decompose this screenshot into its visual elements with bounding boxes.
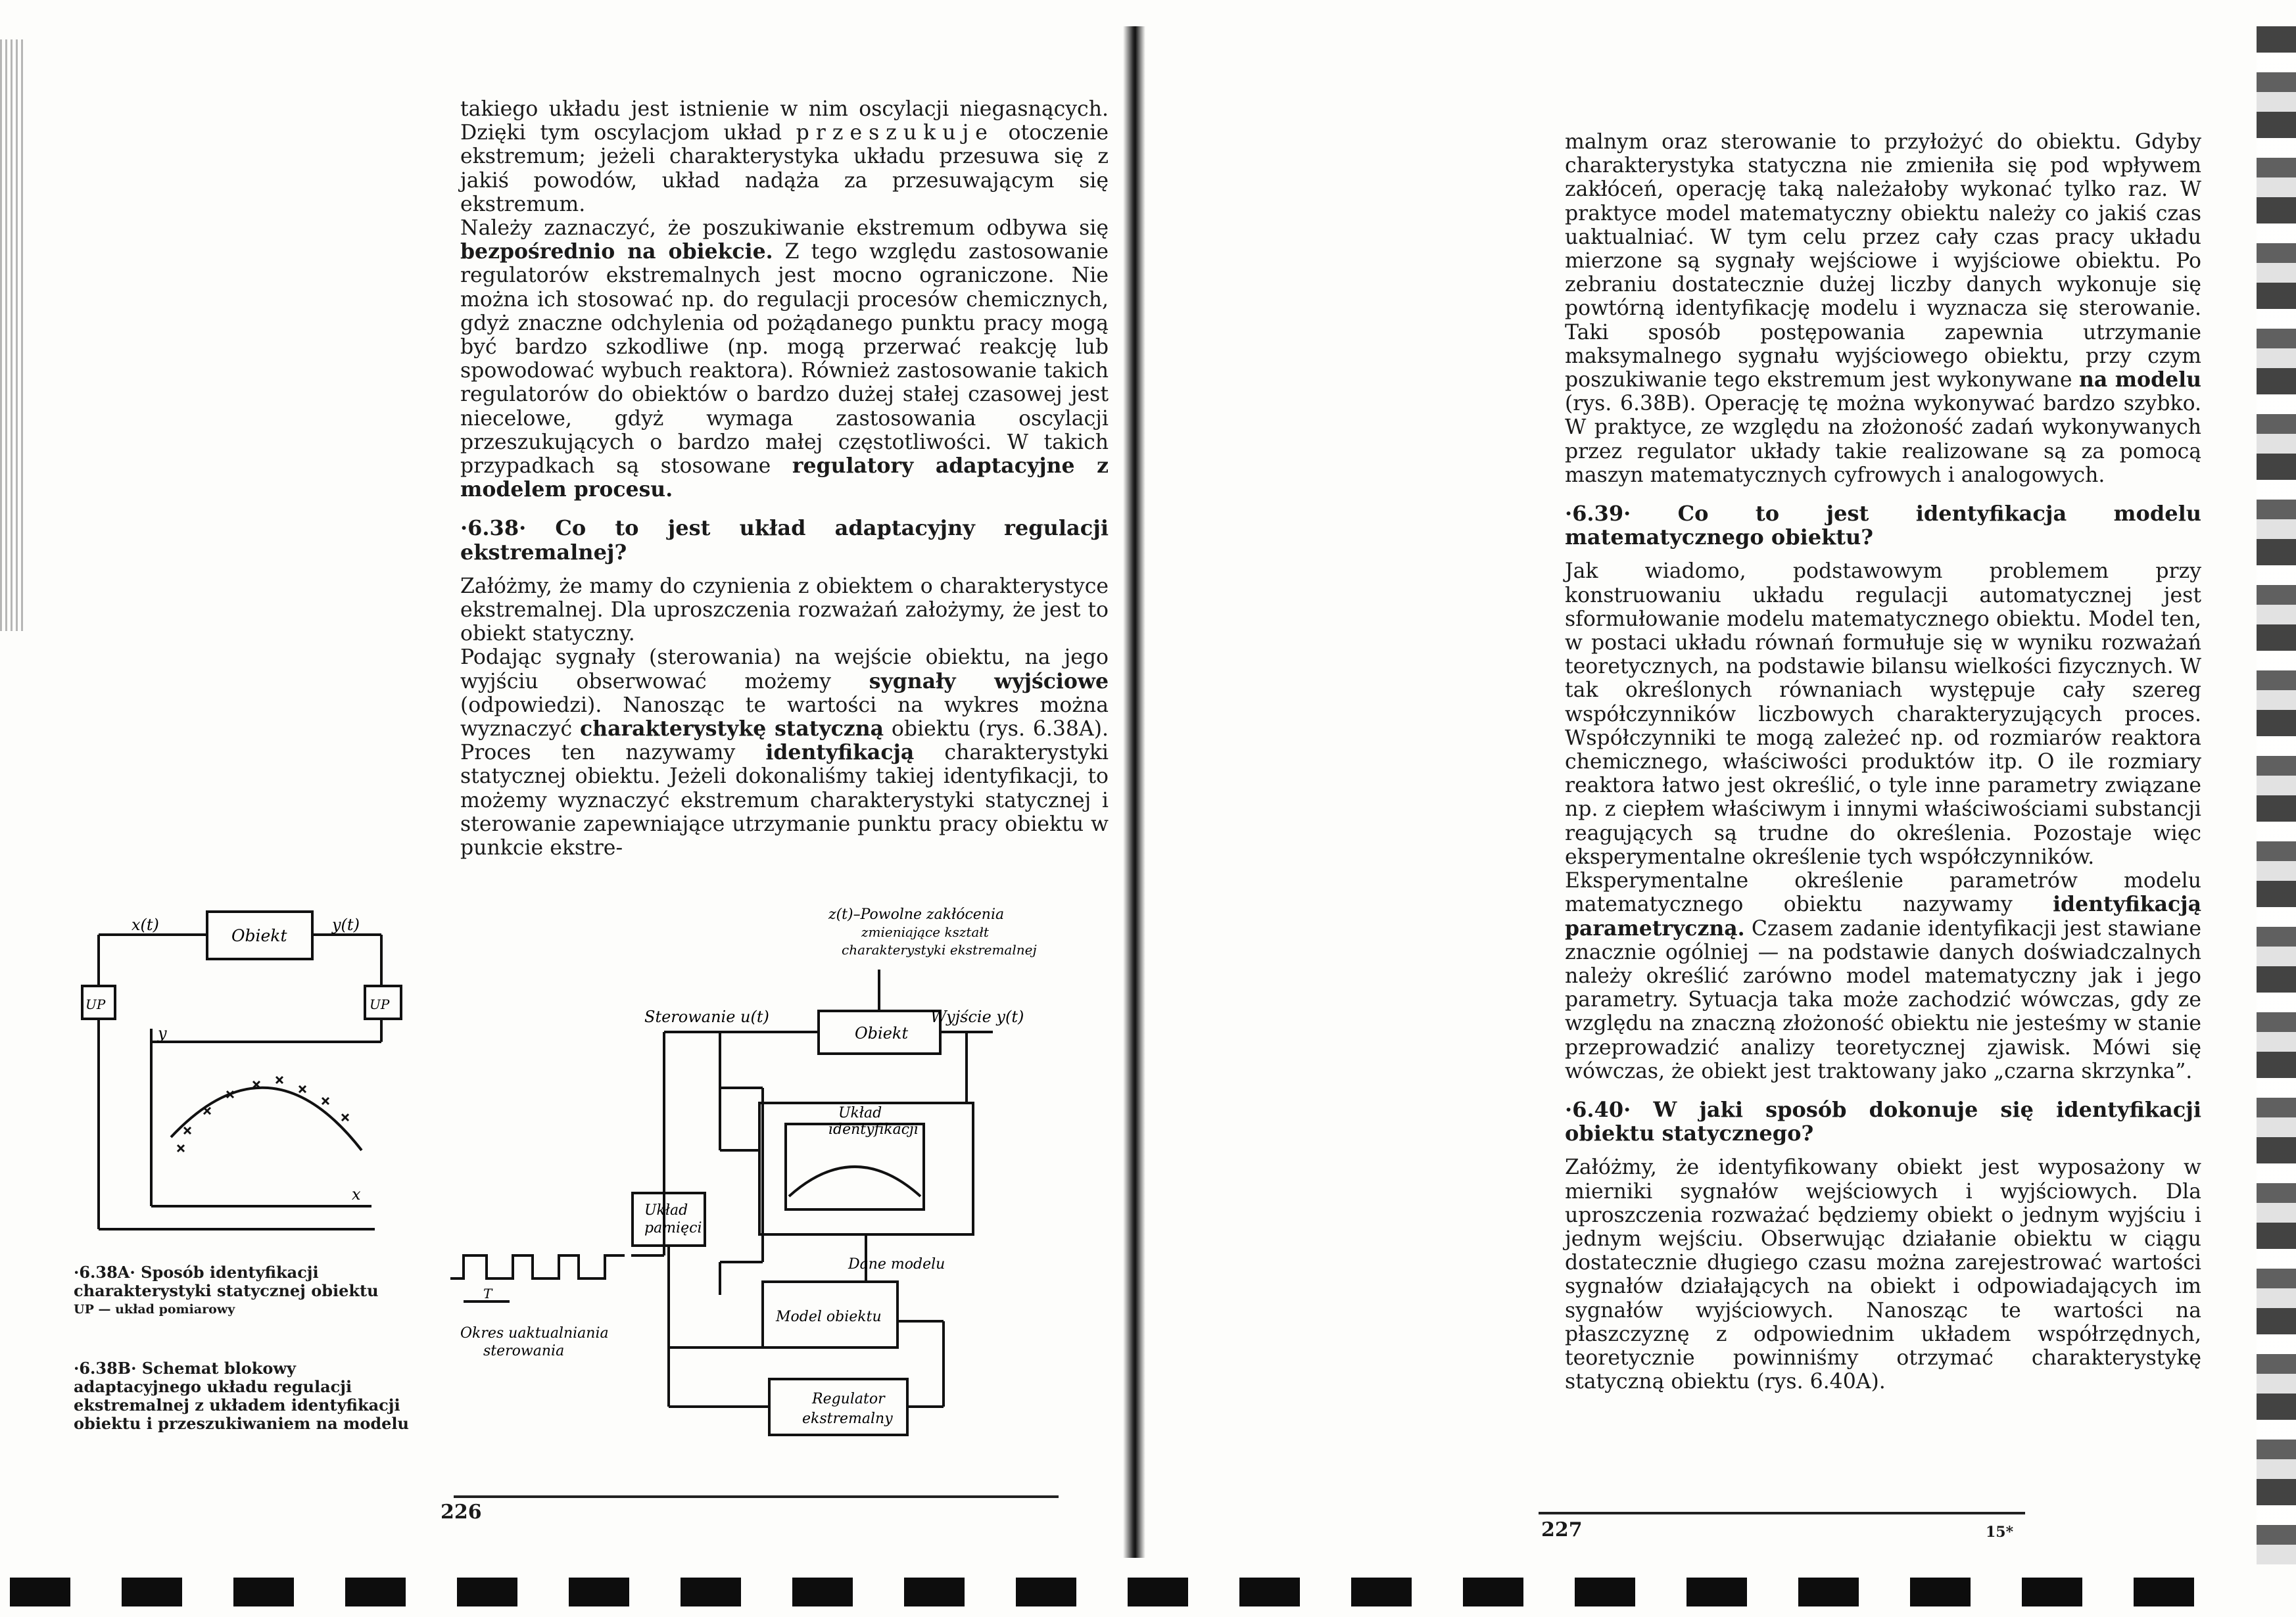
axis-x-label: x <box>352 1185 361 1204</box>
scan-mark <box>1575 1578 1635 1606</box>
up-right-label: UP <box>370 996 390 1012</box>
axis-y-label: y <box>158 1024 167 1043</box>
figure-6-38b <box>447 901 1078 1466</box>
output-signal-label: y(t) <box>332 916 360 934</box>
scan-mark <box>792 1578 853 1606</box>
model-label: Model obiektu <box>776 1309 882 1325</box>
question-heading: ·6.39· Co to jest identyfikacja modelu matematycznego obiektu? <box>1565 501 2201 550</box>
paragraph: takiego układu jest istnienie w nim oscylacji niegasnących. Dzięki tym oscylacjom układ przeszukuje otoczenie ekstremum; jeżeli charakterystyka układu przesuwa się z jakiś powodów, układ nadąża za przesuwającym się ekstremum. <box>460 97 1109 216</box>
paragraph: Załóżmy, że identyfikowany obiekt jest wyposażony w mierniki sygnałów wejściowych i wyjściowych. Dla uproszczenia rozważać będziemy obiekt o jednym wyjściu i jednym wejściu. Obserwując działanie obiektu w ciągu dostatecznie długiego czasu można zarejestrować wartości sygnałów działających na obiekt i odpowiadających im sygnałów wyjściowych. Nanosząc te wartości na płaszczyznę z odpowiednim układem współrzędnych, teoretycznie powinniśmy otrzymać charakterystykę statyczną obiektu (rys. 6.40A). <box>1565 1156 2201 1394</box>
scan-mark <box>122 1578 182 1606</box>
control-label: Sterowanie u(t) <box>644 1008 769 1026</box>
scan-mark <box>1016 1578 1076 1606</box>
scan-mark <box>904 1578 965 1606</box>
scan-edge-noise <box>0 39 26 631</box>
scan-bottom-marks <box>0 1578 2296 1617</box>
disturbance-label: z(t)–Powolne zakłócenia <box>828 906 1005 923</box>
bold-phrase: regulatory adaptacyjne z modelem procesu. <box>460 454 1109 502</box>
left-page <box>0 0 1131 1617</box>
question-heading: ·6.38· Co to jest układ adaptacyjny regulacji ekstremalnej? <box>460 515 1109 565</box>
model-data-label: Dane modelu <box>848 1256 945 1273</box>
paragraph: Eksperymentalne określenie parametrów modelu matematycznego obiektu nazywamy identyfikacją parametryczną. Czasem zadanie identyfikacji jest stawiane znacznie ogólniej — na podstawie danych doświadczalnych należy określić zarówno model matematyczny jak i jego parametry. Sytuacja taka może zachodzić wówczas, gdy ze względu na znaczną złożoność obiektu nie jesteśmy w stanie przeprowadzić analizy teoretycznej zjawisk. Mówi się wówczas, że obiekt jest traktowany jako „czarna skrzynka”. <box>1565 869 2201 1083</box>
memory-label-2: pamięci <box>644 1220 702 1236</box>
footer-rule <box>454 1495 1059 1498</box>
period-label-2: sterowania <box>483 1343 565 1359</box>
disturbance-label-3: charakterystyki ekstremalnej <box>842 942 1037 958</box>
left-text-column <box>460 97 1109 860</box>
memory-label-1: Układ <box>644 1202 688 1219</box>
signature-mark: 15* <box>1986 1524 2014 1541</box>
regulator-label-2: ekstremalny <box>802 1411 893 1427</box>
scan-mark <box>10 1578 70 1606</box>
paragraph: malnym oraz sterowanie to przyłożyć do obiektu. Gdyby charakterystyka statyczna nie zmieniła się pod wpływem zakłóceń, operację taką należałoby wykonać tylko raz. W praktyce model matematyczny obiektu należy co jakiś czas uaktualniać. W tym celu przez cały czas pracy układu mierzone są sygnały wejściowe i wyjściowe obiektu. Po zebraniu dostatecznie dużej liczby danych wykonuje się powtórną identyfikację modelu i wyznacza się sterowanie. Taki sposób postępowania zapewnia utrzymanie maksymalnego sygnału wyjściowego obiektu, przy czym poszukiwanie tego ekstremum jest wykonywane na modelu (rys. 6.38B). Operację tę można wykonywać bardzo szybko. W praktyce, ze względu na złożoność zadań wykonywanych przez regulator układy takie realizowane są za pomocą maszyn matematycznych cyfrowych i analogowych. <box>1565 130 2201 487</box>
footer-rule <box>1539 1512 2025 1514</box>
figure-6-38a <box>72 901 441 1249</box>
right-text-column <box>1565 130 2201 1394</box>
scan-mark <box>2022 1578 2082 1606</box>
scan-mark <box>1798 1578 1859 1606</box>
scan-mark <box>681 1578 741 1606</box>
period-label-1: Okres uaktualniania <box>460 1325 609 1342</box>
up-left-label: UP <box>85 996 106 1012</box>
question-heading: ·6.40· W jaki sposób dokonuje się identyfikacji obiektu statycznego? <box>1565 1096 2201 1146</box>
page-number: 226 <box>441 1501 482 1524</box>
ident-label-2: identyfikacji <box>828 1121 919 1138</box>
paragraph: Należy zaznaczyć, że poszukiwanie ekstremum odbywa się bezpośrednio na obiekcie. Z tego względu zastosowanie regulatorów ekstremalnych jest mocno ograniczone. Nie można ich stosować np. do regulacji procesów chemicznych, gdyż znaczne odchylenia od pożądanego punktu pracy mogą być bardzo szkodliwe (np. mogą przerwać reakcję lub spowodować wybuch reaktora). Również zastosowanie takich regulatorów do obiektów o bardzo dużej stałej czasowej jest niecelowe, gdyż wymaga zastosowania oscylacji przeszukujących o bardzo małej częstotliwości. W takich przypadkach są stosowane regulatory adaptacyjne z modelem procesu. <box>460 216 1109 502</box>
paragraph: Jak wiadomo, podstawowym problemem przy konstruowaniu układu regulacji automatycznej jest sformułowanie modelu matematycznego obiektu. Model ten, w postaci układu równań formułuje się w wyniku rozważań teoretycznych, na podstawie bilansu wielkości fizycznych. W tak określonych równaniach występuje cały szereg współczynników liczbowych charakteryzujących proces. Współczynniki te mogą zależeć np. od rozmiarów reaktora chemicznego, właściwości produktów itp. O ile rozmiary reaktora łatwo jest określić, o tyle inne parametry związane np. z ciepłem właściwym i innymi właściwościami substancji reagujących są trudne do określenia. Pozostaje więc eksperymentalne określenie tych współczynników. <box>1565 559 2201 869</box>
disturbance-label-2: zmieniające kształt <box>861 924 989 940</box>
scan-mark <box>457 1578 517 1606</box>
page-number: 227 <box>1541 1518 1583 1541</box>
scan-mark <box>233 1578 294 1606</box>
scan-mark <box>1910 1578 1971 1606</box>
scan-mark <box>1686 1578 1747 1606</box>
caption-6-38a: ·6.38A· Sposób identyfikacji charakterystyki statycznej obiektu UP — układ pomiarowy <box>74 1263 379 1317</box>
spaced-word: przeszukuje <box>796 121 994 145</box>
scan-mark <box>345 1578 406 1606</box>
scan-mark <box>1128 1578 1188 1606</box>
period-symbol: T <box>483 1286 492 1301</box>
scan-mark <box>1463 1578 1523 1606</box>
paragraph: Załóżmy, że mamy do czynienia z obiektem o charakterystyce ekstremalnej. Dla uproszczenia rozważań założymy, że jest to obiekt statyczny. <box>460 574 1109 646</box>
right-page <box>1131 0 2296 1617</box>
scan-mark <box>1351 1578 1412 1606</box>
paragraph: Podając sygnały (sterowania) na wejście obiektu, na jego wyjściu obserwować możemy sygnały wyjściowe (odpowiedzi). Nanosząc te wartości na wykres można wyznaczyć charakterystykę statyczną obiektu (rys. 6.38A). Proces ten nazywamy identyfikacją charakterystyki statycznej obiektu. Jeżeli dokonaliśmy takiej identyfikacji, to możemy wyznaczyć ekstremum charakterystyki statycznej i sterowanie zapewniające utrzymanie punktu pracy obiektu w punkcie ekstre- <box>460 645 1109 860</box>
scan-mark <box>2134 1578 2194 1606</box>
ident-label-1: Układ <box>838 1105 882 1121</box>
object-label: Obiekt <box>855 1024 909 1043</box>
object-label: Obiekt <box>231 926 287 945</box>
regulator-label-1: Regulator <box>812 1391 885 1407</box>
output-label: Wyjście y(t) <box>930 1008 1024 1026</box>
bold-phrase: bezpośrednio na obiekcie. <box>460 239 773 264</box>
input-signal-label: x(t) <box>132 916 159 934</box>
scan-mark <box>569 1578 629 1606</box>
scan-mark <box>1239 1578 1300 1606</box>
caption-6-38b: ·6.38B· Schemat blokowy adaptacyjnego układu regulacji ekstremalnej z układem identyfikacji obiektu i przeszukiwaniem na modelu <box>74 1359 409 1433</box>
scan-edge-noise <box>2257 26 2296 1564</box>
